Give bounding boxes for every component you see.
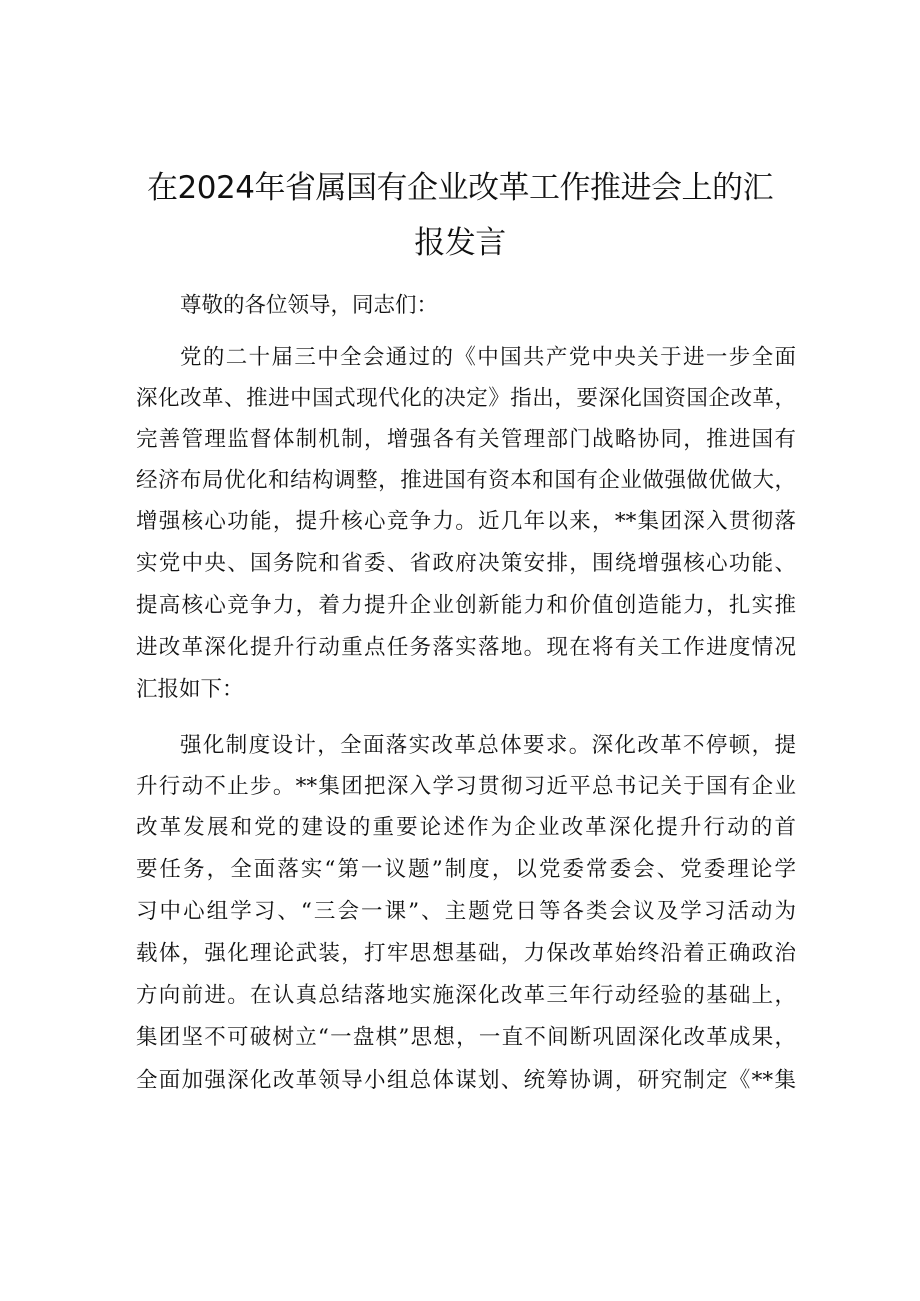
- document-title-line-2: 报发言: [414, 225, 506, 261]
- salutation: 尊敬的各位领导，同志们：: [180, 293, 439, 318]
- paragraph-1-line-3: 完善管理监督体制机制，增强各有关管理部门战略协同，推进国有: [136, 427, 796, 452]
- paragraph-1-line-5: 增强核心功能，提升核心竞争力。近几年以来，**集团深入贯彻落: [136, 509, 796, 534]
- paragraph-1-line-6: 实党中央、国务院和省委、省政府决策安排，围绕增强核心功能、: [136, 551, 796, 576]
- paragraph-2-line-9: 全面加强深化改革领导小组总体谋划、统筹协调，研究制定《**集: [136, 1068, 796, 1093]
- paragraph-1-line-9: 汇报如下：: [136, 677, 244, 702]
- paragraph-2-line-6: 载体，强化理论武装，打牢思想基础，力保改革始终沿着正确政治: [136, 941, 796, 966]
- paragraph-2-line-2: 升行动不止步。**集团把深入学习贯彻习近平总书记关于国有企业: [136, 774, 796, 799]
- paragraph-1-line-7: 提高核心竞争力，着力提升企业创新能力和价值创造能力，扎实推: [136, 593, 796, 618]
- paragraph-1-line-2: 深化改革、推进中国式现代化的决定》指出，要深化国资国企改革，: [136, 386, 796, 411]
- paragraph-2-line-4: 要任务，全面落实“第一议题”制度，以党委常委会、党委理论学: [136, 857, 796, 882]
- paragraph-2-line-7: 方向前进。在认真总结落地实施深化改革三年行动经验的基础上，: [136, 983, 796, 1008]
- paragraph-2-line-5: 习中心组学习、“三会一课”、主题党日等各类会议及学习活动为: [136, 899, 796, 924]
- paragraph-1-line-8: 进改革深化提升行动重点任务落实落地。现在将有关工作进度情况: [136, 635, 796, 660]
- paragraph-1-line-1: 党的二十届三中全会通过的《中国共产党中央关于进一步全面: [180, 345, 796, 370]
- paragraph-2-line-1: 强化制度设计，全面落实改革总体要求。深化改革不停顿，提: [180, 733, 796, 758]
- paragraph-2-line-3: 改革发展和党的建设的重要论述作为企业改革深化提升行动的首: [136, 815, 796, 840]
- document-title-line-1: 在2024年省属国有企业改革工作推进会上的汇: [147, 170, 773, 206]
- paragraph-1-line-4: 经济布局优化和结构调整，推进国有资本和国有企业做强做优做大，: [136, 468, 796, 493]
- paragraph-2-line-8: 集团坚不可破树立“一盘棋”思想，一直不间断巩固深化改革成果，: [136, 1025, 796, 1050]
